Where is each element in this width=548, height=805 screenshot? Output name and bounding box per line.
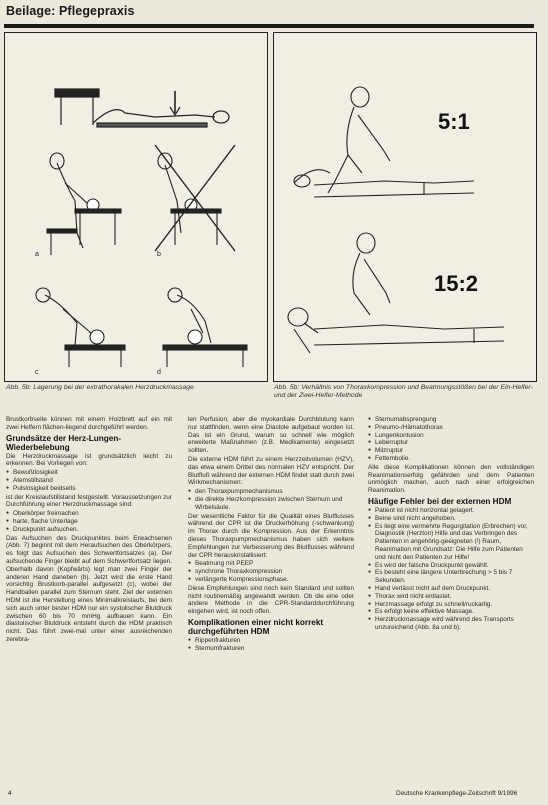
col2-paragraph-4: Diese Empfehlungen sind noch kein Standard und sollten nicht routinemäßig angewandt werden. Ob die eine oder andere Methode in die CPR-Standarddurchführung eingehen wird, ist noch offen.: [188, 584, 354, 616]
list-item: ● Patient ist nicht horizontal gelagert.: [368, 507, 534, 515]
col2-paragraph-3: Der wesentliche Faktor für die Qualität eines Blutflusses während der CPR ist die Druckerhöhung (-schwankung) im Thorax durch die Kompression. Aus der Erkenntnis dieses Thoraxpumpmechanismus haben sich weitere Empfehlungen zur Verbesserung des Blutflusses während der CPR herauskristallisiert:: [188, 512, 354, 559]
journal-footer: Deutsche Krankenpflege-Zeitschrift 9/1996: [396, 790, 518, 797]
page-header: [4, 2, 524, 22]
list-item: ● Pulslosigkeit beidseits: [6, 485, 172, 493]
col3-list-1: [368, 416, 534, 463]
page-number: 4: [8, 790, 12, 797]
ratio-illustration: [274, 33, 536, 381]
list-item: ● Atemstillstand: [6, 477, 172, 485]
figure-label-b: b: [157, 251, 161, 258]
list-item: ● verlängerte Kompressionsphase.: [188, 576, 354, 584]
list-item: ● Bewußtlosigkeit: [6, 469, 172, 477]
figure-c: [36, 288, 125, 367]
ratio-one-helper: 5:1: [438, 109, 470, 134]
list-item: ● Es wird der falsche Druckpunkt gewählt.: [368, 562, 534, 570]
list-item: ● Hand verlässt nicht auf dem Druckpunkt.: [368, 585, 534, 593]
figure-a: [47, 153, 121, 255]
list-item: ● Rippenfrakturen: [188, 637, 354, 645]
col2-paragraph-2: Die externe HDM führt zu einem Herzzeitvolumen (HZV), das etwa einem Drittel des normalen HZV entspricht. Der Blutfluß während der externen HDM findet statt durch zwei Wirkmechanismen:: [188, 455, 354, 487]
text-column-1: [6, 416, 172, 645]
col3-paragraph-1: Alle diese Komplikationen können den vollständigen Reanimationserfolg gefährden und dem Patienten unmöglich machen, auch nach einer erfolgreichen Reanimation.: [368, 463, 534, 495]
col1-paragraph-3: Das Aufsuchen des Druckpunktes beim Erwachsenen (Abb. 7) beginnt mit dem Heraufsuchen des Oberkörpers, es folgt das Aufsuchen des Schwertfortsatzes (a). Der aufsuchende Finger bleibt auf dem Schwertfortsatz liegen. Oberhalb davon (Kopfwärts) legt man zwei Finger der anderen Hand daneben (b). Jetzt wird die erste Hand vorsichtig Brustkorb-parallel aufgesetzt (c), wobei der Handballen parallel zum Sternum steht. Ziel der externen HDM ist die Herstellung eines Minimalkreislaufs, bei dem sich auch unter bester HDM nur ein systolischer Blutdruck zwischen 60 bis 70 mmHg aufbauen kann. Ein diastolischer Blutdruck entsteht durch die HDM praktisch nicht. Das führt zwei-mal unter einer ausreichenden zerebra-: [6, 534, 172, 643]
col3-heading: Häufige Fehler bei der externen HDM: [368, 496, 512, 506]
list-item: ● Sternumfrakturen: [188, 645, 354, 653]
list-item: ● den Thoraxpumpmechanismus: [188, 488, 354, 496]
list-item: ● Sternumabsprengung: [368, 416, 534, 424]
col2-list-1: [188, 488, 354, 511]
figure-ratio: [273, 32, 537, 382]
patient-body-top: [93, 110, 215, 123]
text-column-3: [368, 416, 534, 633]
figure-label-a: a: [35, 251, 39, 258]
col1-list-2: [6, 510, 172, 533]
header-rule: [4, 24, 534, 28]
positioning-illustration: [5, 33, 267, 381]
col2-list-3: [188, 637, 354, 653]
patient-head-top: [213, 111, 229, 123]
list-item: ● synchrone Thoraxkompression: [188, 568, 354, 576]
list-item: ● Es erfolgt keine effektive Massage.: [368, 608, 534, 616]
list-item: ● Beine sind nicht angehoben.: [368, 515, 534, 523]
list-item: ● Lungenkontusion: [368, 432, 534, 440]
list-item: ● Es liegt eine vermehrte Regurgitation (Erbrechen) vor, Diagnostik (Herzton) Hilfe und das Verbringen des Patienten in angehörig-geeigneten (!) Raum, Reanimation mit Grundsatz: Die Hilfe zum Patienten und nicht den Patienten zur Hilfe!: [368, 523, 534, 562]
page-title: Beilage: Pflegepraxis: [6, 4, 135, 18]
list-item: ● Oberkörper freimachen: [6, 510, 172, 518]
col3-list-2: [368, 507, 534, 632]
figure-label-c: c: [35, 369, 39, 376]
caption-ratio: Abb. 5b: Verhältnis von Thoraxkompression und Beatmungsstößen bei der Ein-Helfer- und der Zwei-Helfer-Methode: [274, 384, 533, 399]
col1-paragraph-1: Die Herzdruckmassage ist grundsätzlich leicht zu erkennen. Bei Vorliegen von:: [6, 452, 172, 468]
list-item: ● Es besteht eine längere Unterbrechung > 5 bis 7 Sekunden.: [368, 569, 534, 585]
one-helper-scene: [294, 87, 474, 197]
figure-label-d: d: [157, 369, 161, 376]
col2-list-2: [188, 560, 354, 583]
col1-heading: Grundsätze der Herz-Lungen-Wiederbelebung: [6, 433, 122, 452]
col2-heading: Komplikationen einer nicht korrekt durchgeführten HDM: [188, 617, 324, 636]
list-item: ● Pneumo-/Hämatothorax: [368, 424, 534, 432]
list-item: ● Herzdruckmassage wird während des Transports unzureichend (Abb. 8a und b).: [368, 616, 534, 632]
board-top: [97, 123, 207, 127]
col2-paragraph-1: len Perfusion, aber die myokardiale Durchblutung kann nur stattfinden, wenn eine Diastole aufgebaut worden ist. Das ist ein Grund, warum so schnell wie möglich erweiterte Maßnahmen (z.B. Medikamente) eingesetzt sollten.: [188, 416, 354, 455]
list-item: ● Druckpunkt aufsuchen.: [6, 526, 172, 534]
list-item: ● harte, flache Unterlage: [6, 518, 172, 526]
table-top: [55, 89, 99, 97]
figure-positioning: [4, 32, 268, 382]
col1-list-1: [6, 469, 172, 492]
text-column-2: [188, 416, 354, 654]
list-item: ● Fettembolie.: [368, 455, 534, 463]
ratio-two-helper: 15:2: [434, 271, 479, 296]
list-item: ● die direkte Herzkompression zwischen Sternum und Wirbelsäule.: [188, 496, 354, 512]
list-item: ● Thorax wird nicht entlastet.: [368, 593, 534, 601]
col1-intro: Brustkorbseite können mit einem Holzbrett auf ein mit zwei Helfern flächen-liegend durchgeführt werden.: [6, 416, 172, 431]
caption-positioning: Abb. 5b: Lagerung bei der extrathorakalen Herzdruckmassage: [6, 384, 194, 391]
figure-b: [155, 145, 235, 251]
col1-paragraph-2: ist der Kreislaufstillstand festgestellt. Voraussetzungen zur Durchführung einer Herzdruckmassage sind:: [6, 493, 172, 509]
figure-d: [163, 288, 247, 367]
list-item: ● Beatmung mit PEEP: [188, 560, 354, 568]
list-item: ● Milzruptur: [368, 447, 534, 455]
list-item: ● Herzmassage erfolgt zu schnell/ruckartig.: [368, 601, 534, 609]
list-item: ● Leberruptur: [368, 439, 534, 447]
